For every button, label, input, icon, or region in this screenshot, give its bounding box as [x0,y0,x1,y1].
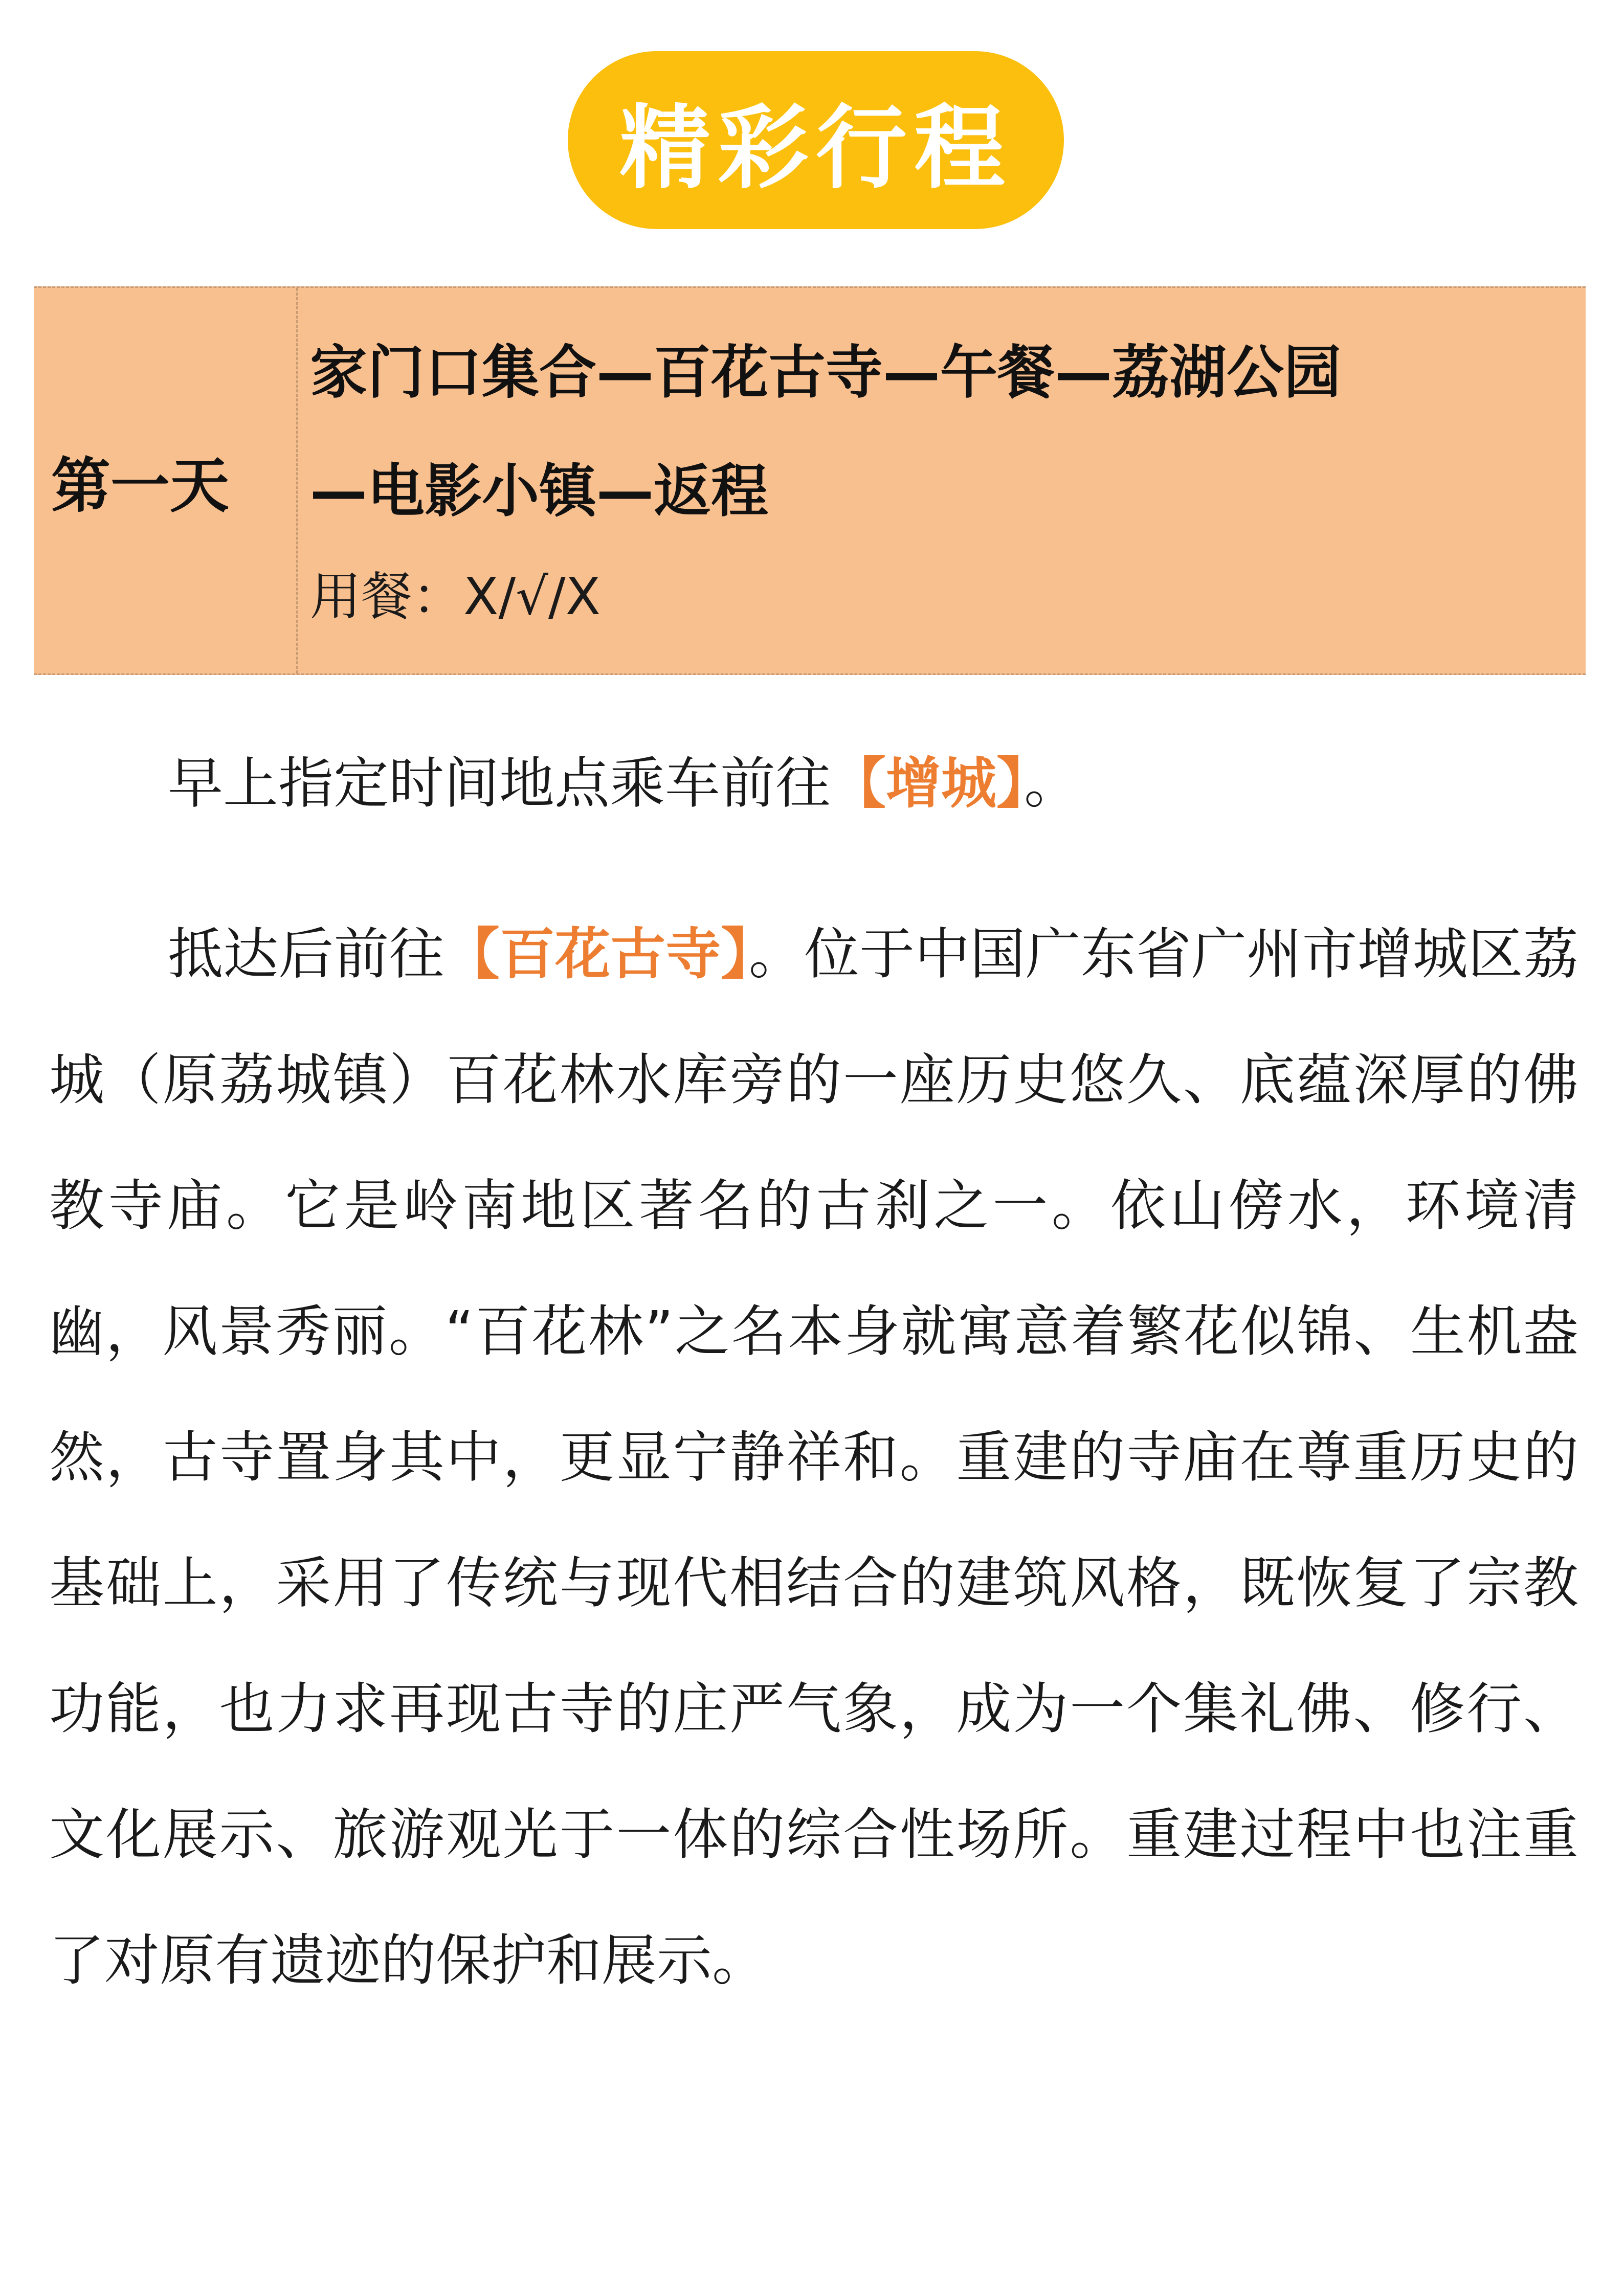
paragraph-departure [49,721,1578,847]
day-label: 第一天 [51,451,229,521]
paragraph-text: 。位于中国广东省广州市增城区荔城（原荔城镇）百花林水库旁的一座历史悠久、底蕴深厚的佛教寺庙。它是岭南地区著名的古刹之一。依山傍水，环境清幽，风景秀丽。“百花林”之名本身就寓意着繁花似锦、生机盎然，古寺置身其中，更显宁静祥和。重建的寺庙在尊重历史的基础上，采用了传统与现代相结合的建筑风格，既恢复了宗教功能，也力求再现古寺的庄严气象，成为一个集礼佛、修行、文化展示、旅游观光于一体的综合性场所。重建过程中也注重了对原有遗迹的保护和展示。 [49,922,1578,1993]
route-line-2: —电影小镇—返程 [310,458,768,525]
section-title: 精彩行程 [619,95,1012,201]
day-label-cell [34,288,298,673]
section-title-badge [568,51,1064,229]
paragraph-text: 。 [1024,752,1080,816]
route-line-1: 家门口集合—百花古寺—午餐—荔湖公园 [310,340,1341,406]
meals-info: 用餐：X/√/X [310,567,601,626]
day-itinerary-table [34,286,1586,675]
route-cell [310,313,1573,638]
paragraph-temple [49,892,1578,2024]
paragraph-text: 抵达后前往 [168,922,444,986]
destination-highlight: 【增城】 [831,752,1025,816]
paragraph-text: 早上指定时间地点乘车前往 [168,752,831,816]
attraction-highlight: 【百花古寺】 [444,922,749,986]
